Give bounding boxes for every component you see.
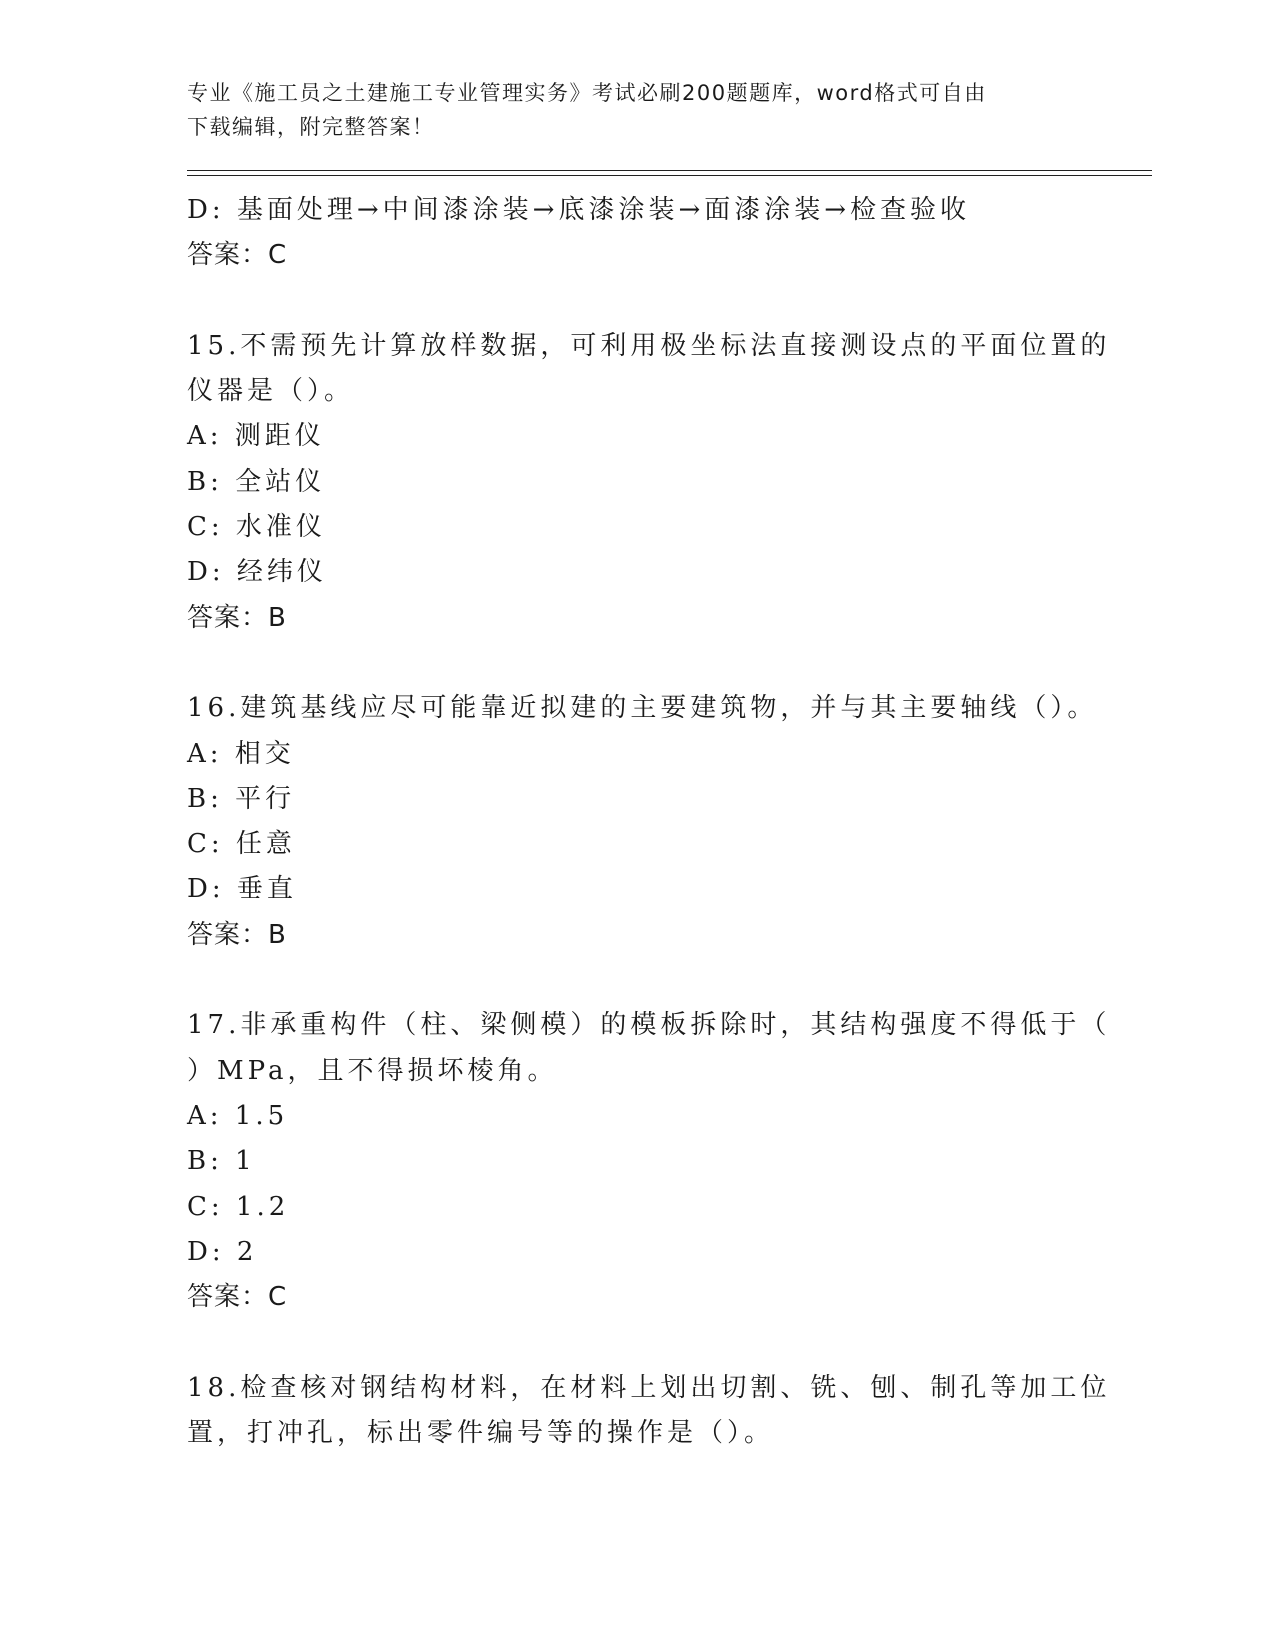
question-text: ）MPa，且不得损坏棱角。: [187, 1055, 558, 1086]
answer: 答案：B: [187, 919, 287, 950]
option-a: A: 测距仪: [187, 421, 325, 452]
question-text: 置，打冲孔，标出零件编号等的操作是（）。: [187, 1418, 775, 1449]
option-d: D: 经纬仪: [187, 557, 327, 588]
document-header: [187, 76, 1067, 144]
option-d: D: 2: [187, 1236, 258, 1267]
option-d: D: 垂直: [187, 874, 297, 905]
question-14-continuation: [187, 188, 1087, 279]
answer: 答案：C: [187, 240, 288, 271]
question-text: 15.不需预先计算放样数据，可利用极坐标法直接测设点的平面位置的: [187, 330, 1111, 361]
option-b: B: 平行: [187, 783, 296, 814]
question-text: 18.检查核对钢结构材料，在材料上划出切割、铣、刨、制孔等加工位: [187, 1372, 1111, 1403]
header-rule-top: [187, 170, 1152, 171]
option-d: D: 基面处理→中间漆涂装→底漆涂装→面漆涂装→检查验收: [187, 195, 971, 225]
answer: 答案：C: [187, 1282, 288, 1313]
question-list: [187, 188, 1111, 1456]
question-text: 16.建筑基线应尽可能靠近拟建的主要建筑物，并与其主要轴线（）。: [187, 693, 1098, 724]
option-c: C: 任意: [187, 829, 296, 860]
question-17: [187, 1003, 1111, 1320]
header-rule-bottom: [187, 175, 1152, 176]
option-c: C: 1.2: [187, 1191, 290, 1222]
option-b: B: 1: [187, 1146, 256, 1177]
header-line-1: 专业《施工员之土建施工专业管理实务》考试必刷200题题库，word格式可自由: [187, 81, 987, 105]
question-16: [187, 686, 1098, 958]
question-text: 17.非承重构件（柱、梁侧模）的模板拆除时，其结构强度不得低于（: [187, 1010, 1111, 1041]
question-18: [187, 1366, 1111, 1457]
option-c: C: 水准仪: [187, 512, 326, 543]
option-a: A: 相交: [187, 738, 295, 769]
question-text: 仪器是（）。: [187, 376, 355, 407]
question-15: [187, 324, 1111, 641]
header-line-2: 下载编辑，附完整答案！: [187, 115, 435, 139]
option-b: B: 全站仪: [187, 466, 326, 497]
answer: 答案：B: [187, 602, 287, 633]
option-a: A: 1.5: [187, 1100, 289, 1131]
